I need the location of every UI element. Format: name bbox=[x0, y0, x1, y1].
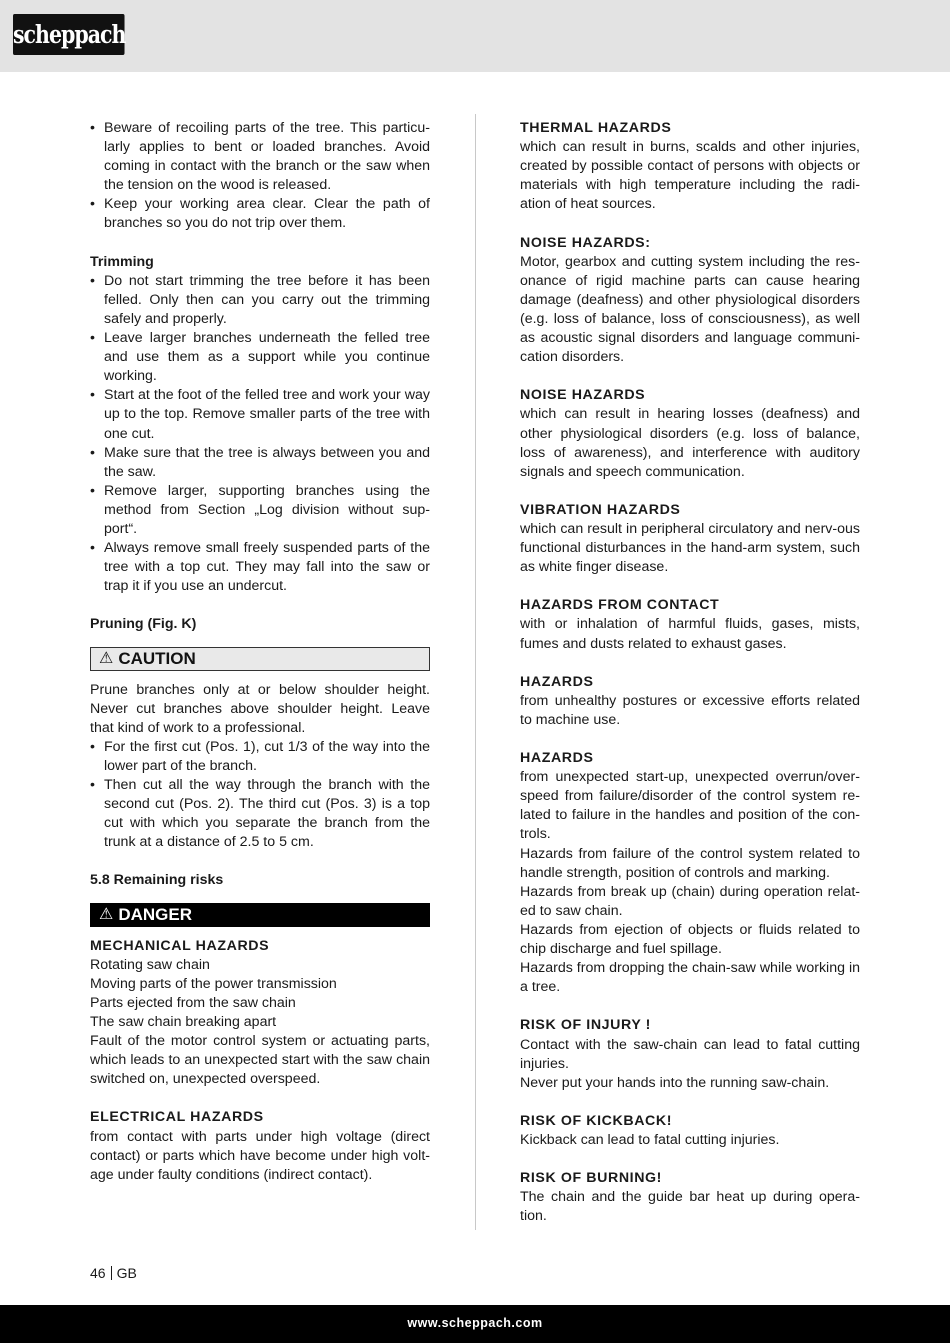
hazard-section bbox=[520, 749, 860, 997]
mechanical-hazards-heading: MECHANICAL HAZARDS bbox=[90, 937, 270, 954]
list-item: • Then cut all the way through the branch with the second cut (Pos. 2). The third cut (Pos. 3) is a top cut with which you separate the branch from the trunk at a distance of 2.5 to 5 cm. bbox=[90, 776, 430, 852]
page-number bbox=[90, 1265, 137, 1281]
hazard-text: which can result in burns, scalds and other injuries, created by possible contact of persons with objects or materials with high temperature including the radi-ation of heat sources. bbox=[520, 139, 860, 213]
mechanical-line: Fault of the motor control system or actuating parts, which leads to an unexpected start with the saw chain switched on, unexpected overspeed. bbox=[90, 1033, 430, 1088]
hazard-heading: RISK OF INJURY ! bbox=[520, 1017, 651, 1034]
hazard-heading: VIBRATION HAZARDS bbox=[520, 501, 681, 518]
hazard-section bbox=[520, 386, 860, 481]
page-number-separator bbox=[111, 1266, 112, 1280]
hazard-section bbox=[520, 234, 860, 368]
right-column bbox=[520, 119, 860, 1226]
hazard-text: Motor, gearbox and cutting system including the res-onance of rigid machine parts can cause hearing damage (deafness) and other physiological disorders (e.g. loss of balance, loss of consciousness), as well as acoustic signal disorders and language communi-cation disorders. bbox=[520, 253, 860, 366]
hazard-section bbox=[520, 1112, 860, 1150]
hazard-text: Contact with the saw-chain can lead to fatal cutting injuries. bbox=[520, 1036, 860, 1072]
caution-text: Prune branches only at or below shoulder height. Never cut branches above shoulder height. Leave that kind of work to a professional. bbox=[90, 681, 430, 736]
hazard-text: Hazards from break up (chain) during operation relat-ed to saw chain. bbox=[520, 883, 860, 919]
list-item: • Start at the foot of the felled tree and work your way up to the top. Remove smaller parts of the tree with one cut. bbox=[90, 386, 430, 443]
hazard-heading: HAZARDS bbox=[520, 673, 594, 690]
mechanical-line: The saw chain breaking apart bbox=[90, 1013, 277, 1030]
hazard-text: The chain and the guide bar heat up during opera-tion. bbox=[520, 1189, 860, 1225]
pruning-bullet-list bbox=[90, 738, 430, 853]
page-number-value: 46 bbox=[90, 1265, 106, 1281]
mechanical-line: Moving parts of the power transmission bbox=[90, 975, 337, 992]
hazard-heading: RISK OF BURNING! bbox=[520, 1170, 663, 1187]
page-footer bbox=[0, 1305, 950, 1343]
hazard-text: Never put your hands into the running saw-chain. bbox=[520, 1074, 830, 1091]
list-item: • Make sure that the tree is always between you and the saw. bbox=[90, 444, 430, 482]
hazard-text: Hazards from failure of the control system related to handle strength, position of controls and marking. bbox=[520, 845, 860, 881]
hazard-heading: THERMAL HAZARDS bbox=[520, 120, 672, 136]
page-header bbox=[0, 0, 950, 72]
warning-triangle-icon: ⚠ bbox=[99, 905, 114, 923]
caution-box bbox=[90, 647, 430, 671]
column-divider bbox=[475, 114, 476, 1230]
list-item: • Beware of recoiling parts of the tree. This particu-larly applies to bent or loaded branches. Avoid coming in contact with the branch or the saw when the tension on the wood is released. bbox=[90, 119, 430, 195]
danger-label: DANGER bbox=[118, 904, 193, 924]
mechanical-line: Parts ejected from the saw chain bbox=[90, 994, 296, 1011]
caution-label: CAUTION bbox=[118, 648, 196, 668]
hazard-text: which can result in hearing losses (deafness) and other physiological disorders (e.g. loss of balance, loss of awareness), and interference with auditory signals and speech communication. bbox=[520, 406, 860, 480]
warning-triangle-icon: ⚠ bbox=[99, 649, 114, 667]
list-item: • Leave larger branches underneath the felled tree and use them as a support while you continue working. bbox=[90, 329, 430, 386]
hazard-heading: NOISE HAZARDS: bbox=[520, 234, 651, 251]
hazard-text: Hazards from dropping the chain-saw while working in a tree. bbox=[520, 960, 860, 996]
list-item: • Do not start trimming the tree before it has been felled. Only then can you carry out the trimming safely and properly. bbox=[90, 272, 430, 329]
hazard-heading: HAZARDS bbox=[520, 750, 594, 767]
hazard-text: from unhealthy postures or excessive efforts related to machine use. bbox=[520, 692, 860, 728]
electrical-text: from contact with parts under high voltage (direct contact) or parts which have become under high volt-age under faulty conditions (indirect contact). bbox=[90, 1128, 430, 1183]
hazard-section bbox=[520, 673, 860, 730]
hazard-heading: HAZARDS FROM CONTACT bbox=[520, 597, 720, 614]
hazard-heading: RISK OF KICKBACK! bbox=[520, 1112, 673, 1129]
hazard-text: Hazards from ejection of objects or fluids related to chip discharge and fuel spillage. bbox=[520, 921, 860, 958]
intro-bullet-list bbox=[90, 119, 430, 234]
hazard-section bbox=[520, 1016, 860, 1092]
danger-box bbox=[90, 903, 430, 927]
hazard-section bbox=[520, 1169, 860, 1226]
electrical-hazards-heading: ELECTRICAL HAZARDS bbox=[90, 1109, 264, 1126]
pruning-heading: Pruning (Fig. K) bbox=[90, 616, 197, 633]
left-column bbox=[90, 119, 430, 1185]
hazard-text: Kickback can lead to fatal cutting injuries. bbox=[520, 1131, 780, 1148]
mechanical-line: Rotating saw chain bbox=[90, 956, 210, 973]
list-item: • Keep your working area clear. Clear the path of branches so you do not trip over them. bbox=[90, 195, 430, 233]
hazard-section bbox=[520, 119, 860, 214]
trimming-heading: Trimming bbox=[90, 253, 154, 270]
hazard-section bbox=[520, 596, 860, 653]
hazard-section bbox=[520, 501, 860, 577]
list-item: • Always remove small freely suspended parts of the tree with a top cut. They may fall into the saw or trap it if you use an undercut. bbox=[90, 539, 430, 596]
list-item: • For the first cut (Pos. 1), cut 1/3 of the way into the lower part of the branch. bbox=[90, 738, 430, 776]
footer-url[interactable]: www.scheppach.com bbox=[407, 1316, 543, 1330]
scheppach-logo: scheppach bbox=[13, 14, 125, 55]
page-language: GB bbox=[116, 1265, 137, 1281]
hazard-text: which can result in peripheral circulatory and nerv-ous functional disturbances in the hand-arm system, such as white finger disease. bbox=[520, 520, 860, 576]
hazard-text: with or inhalation of harmful fluids, gases, mists, fumes and dusts related to exhaust gases. bbox=[520, 616, 860, 652]
list-item: • Remove larger, supporting branches using the method from Section „Log division without sup-port“. bbox=[90, 482, 430, 539]
trimming-bullet-list bbox=[90, 272, 430, 597]
hazard-text: from unexpected start-up, unexpected overrun/over-speed from failure/disorder of the control system re-lated to failure in the handles and position of the con-trols. bbox=[520, 769, 860, 843]
remaining-risks-heading: 5.8 Remaining risks bbox=[90, 872, 224, 889]
hazard-heading: NOISE HAZARDS bbox=[520, 387, 646, 404]
